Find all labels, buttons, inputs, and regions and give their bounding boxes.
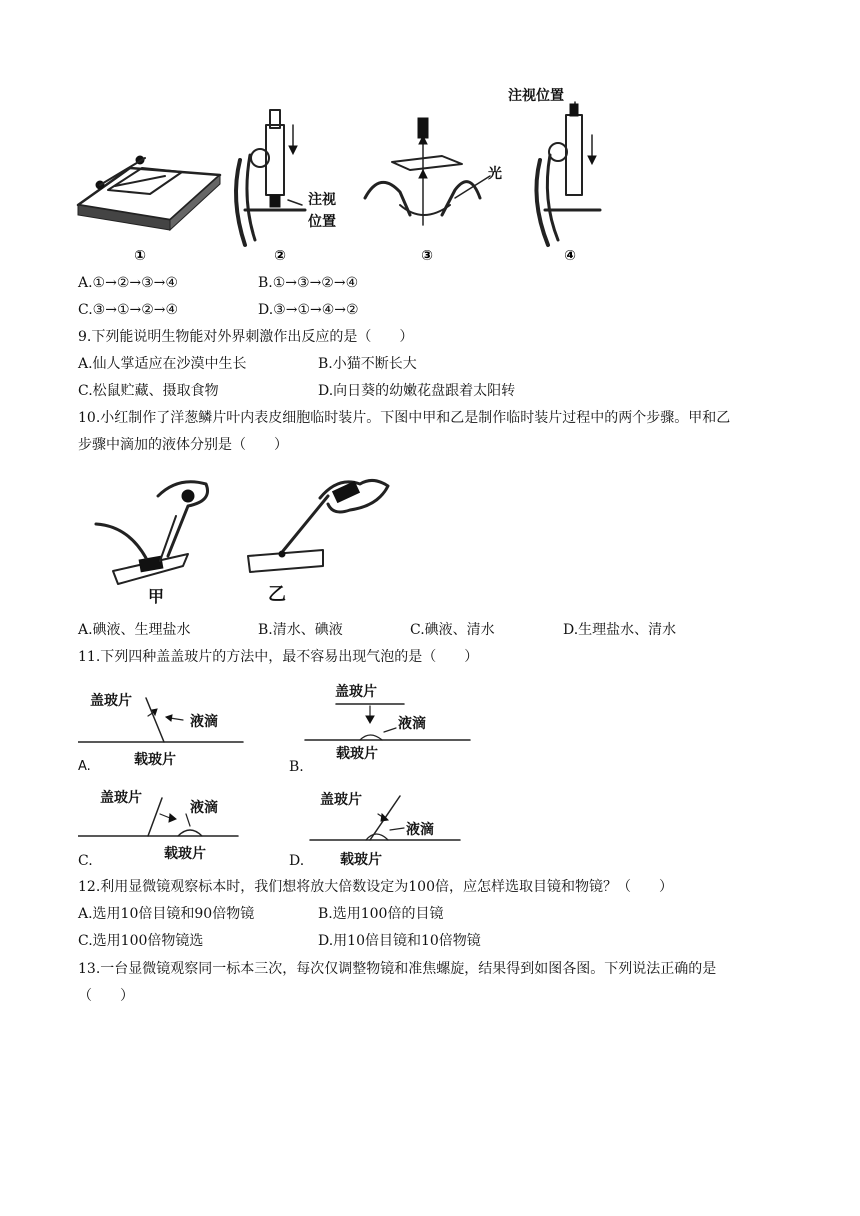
q11-option-b: B. — [289, 759, 304, 775]
q11-figure-d — [300, 784, 480, 870]
step1-slide-illustration — [78, 156, 220, 230]
q11c-slide-label: 载玻片 — [164, 846, 206, 862]
q11b-droplet-label: 液滴 — [398, 716, 426, 732]
q11-figure-b — [300, 676, 480, 766]
q11b-slide-label: 载玻片 — [336, 746, 378, 762]
q11-option-d: D. — [289, 853, 305, 869]
q12-option-c: C.选用100倍物镜选 — [78, 933, 204, 949]
q11a-droplet-label: 液滴 — [190, 714, 218, 730]
q11d-slide-label: 载玻片 — [340, 852, 382, 868]
yi-illustration — [248, 480, 388, 572]
q8-option-b: B.①→③→②→④ — [258, 275, 359, 291]
q11-figure-a-svg — [78, 680, 258, 770]
q8-option-d: D.③→①→④→② — [258, 302, 359, 318]
q12-stem: 12.利用显微镜观察标本时，我们想将放大倍数设定为100倍，应怎样选取目镜和物镜？（ ） — [78, 879, 673, 895]
q11c-coverslip-label: 盖玻片 — [100, 790, 142, 806]
q10-stem-line2: 步骤中滴加的液体分别是（ ） — [78, 437, 288, 453]
figure-q8-svg — [70, 80, 630, 270]
q11a-slide-label: 载玻片 — [134, 752, 176, 768]
q11-figure-c-svg — [78, 784, 258, 864]
q9-option-d: D.向日葵的幼嫩花盘跟着太阳转 — [318, 383, 516, 399]
q13-stem-line2: （ ） — [78, 988, 134, 1004]
q11d-coverslip-label: 盖玻片 — [320, 792, 362, 808]
q8-option-a: A.①→②→③→④ — [78, 275, 178, 291]
step2-watch-label-1: 注视 — [308, 192, 336, 208]
step2-microscope-illustration — [236, 110, 336, 245]
q10-option-a: A.碘液、生理盐水 — [78, 622, 191, 638]
q11a-coverslip-label: 盖玻片 — [90, 693, 132, 709]
q11-figure-a — [78, 680, 258, 770]
step2-label: ② — [274, 248, 286, 264]
q9-option-c: C.松鼠贮藏、摄取食物 — [78, 383, 219, 399]
step4-microscope-illustration — [508, 87, 600, 245]
figure-q10-svg — [88, 466, 408, 606]
q10-option-c: C.碘液、清水 — [410, 622, 495, 638]
q8-option-c: C.③→①→②→④ — [78, 302, 179, 318]
step1-label: ① — [134, 248, 146, 264]
q10-option-b: B.清水、碘液 — [258, 622, 343, 638]
q11c-droplet-label: 液滴 — [190, 800, 218, 816]
q9-option-a: A.仙人掌适应在沙漠中生长 — [78, 356, 247, 372]
q13-stem-line1: 13.一台显微镜观察同一标本三次，每次仅调整物镜和准焦螺旋，结果得到如图各图。下列说法正确的是 — [78, 961, 717, 977]
q11c-coverslip — [148, 798, 162, 836]
jia-label: 甲 — [148, 587, 165, 606]
step3-light-label: 光 — [488, 166, 502, 182]
q9-stem: 9.下列能说明生物能对外界刺激作出反应的是（ ） — [78, 329, 414, 345]
step3-light-illustration — [365, 118, 502, 225]
figure-q8 — [70, 80, 630, 270]
step4-watch-label: 注视位置 — [508, 88, 564, 104]
q10-stem-line1: 10.小红制作了洋葱鳞片叶内表皮细胞临时装片。下图中甲和乙是制作临时装片过程中的两个步骤。甲和乙 — [78, 410, 731, 426]
q11-figure-b-svg — [300, 676, 480, 766]
step2-watch-label-2: 位置 — [308, 214, 336, 230]
step4-label: ④ — [564, 248, 576, 264]
q10-option-d: D.生理盐水、清水 — [563, 622, 677, 638]
q11b-coverslip-label: 盖玻片 — [335, 684, 377, 700]
jia-illustration — [96, 482, 208, 584]
step3-label: ③ — [421, 248, 433, 264]
q11-figure-d-svg — [300, 784, 480, 870]
q11-option-a: A. — [78, 759, 91, 774]
figure-q10 — [88, 466, 408, 606]
q11-figure-c — [78, 784, 258, 864]
q12-option-d: D.用10倍目镜和10倍物镜 — [318, 933, 481, 949]
q12-option-b: B.选用100倍的目镜 — [318, 906, 444, 922]
q11-stem: 11.下列四种盖盖玻片的方法中，最不容易出现气泡的是（ ） — [78, 649, 479, 665]
q12-option-a: A.选用10倍目镜和90倍物镜 — [78, 906, 255, 922]
q11-option-c: C. — [78, 853, 93, 869]
q11d-droplet-label: 液滴 — [406, 822, 434, 838]
q11a-coverslip — [146, 698, 164, 742]
yi-label: 乙 — [268, 584, 286, 605]
q9-option-b: B.小猫不断长大 — [318, 356, 417, 372]
